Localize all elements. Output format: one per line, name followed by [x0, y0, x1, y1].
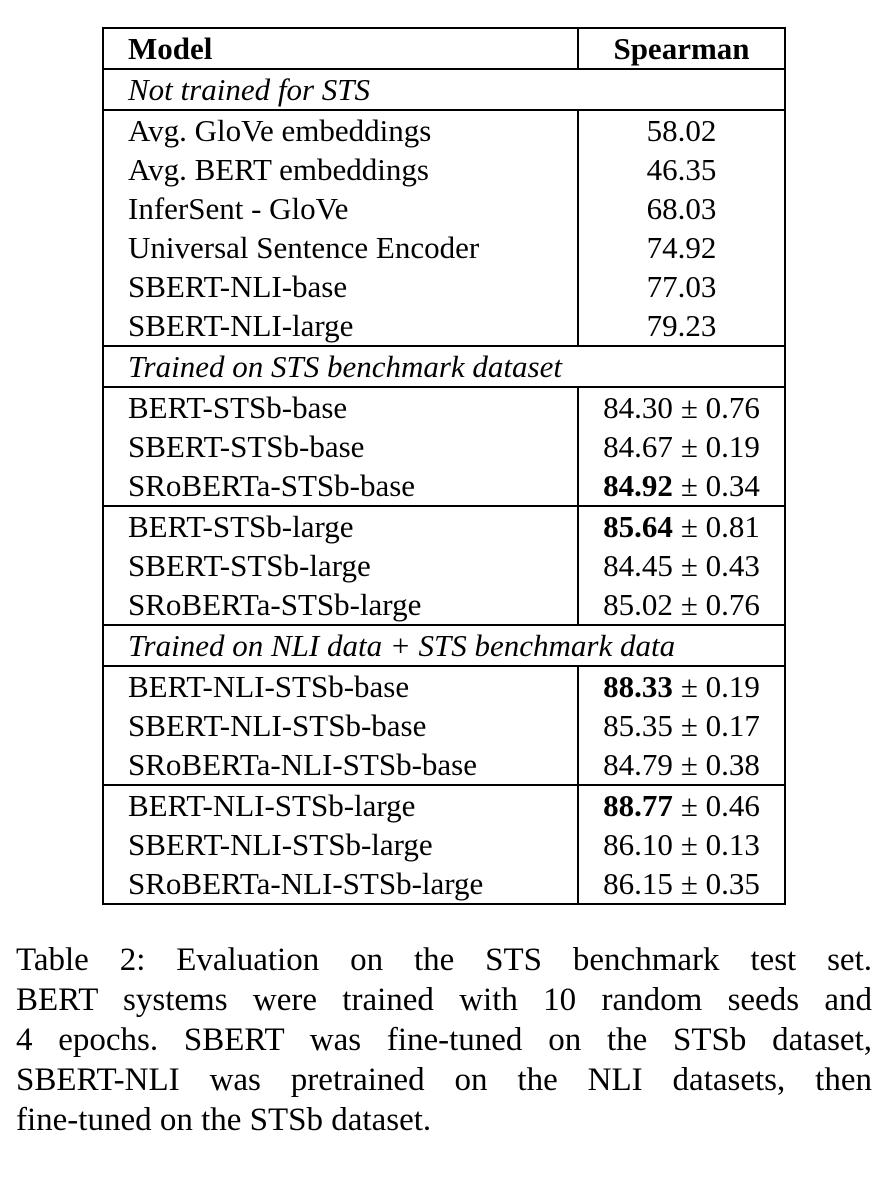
table-row	[103, 189, 785, 228]
score-value: 84.45	[603, 548, 673, 583]
score-std-dev: ± 0.34	[680, 468, 760, 503]
table-row	[103, 745, 785, 785]
score-std-dev: ± 0.35	[680, 866, 760, 901]
score-value: 84.30	[603, 390, 673, 425]
score-value: 79.23	[646, 308, 717, 343]
spearman-score-cell	[578, 825, 785, 864]
spearman-score-cell	[578, 150, 785, 189]
score-std-dev: ± 0.13	[680, 827, 760, 862]
table-row	[103, 306, 785, 346]
score-std-dev: ± 0.19	[680, 429, 760, 464]
spearman-score-cell	[578, 306, 785, 346]
score-value: 74.92	[646, 230, 717, 265]
score-value: 88.33	[603, 669, 673, 704]
spearman-score-cell	[578, 666, 785, 706]
model-name-cell: SRoBERTa-NLI-STSb-base	[103, 745, 578, 785]
score-value: 84.92	[603, 468, 673, 503]
spearman-score-cell	[578, 228, 785, 267]
score-value: 77.03	[646, 269, 717, 304]
score-std-dev: ± 0.76	[680, 587, 760, 622]
table-row	[103, 546, 785, 585]
spearman-score-cell	[578, 267, 785, 306]
spearman-score-cell	[578, 546, 785, 585]
table-row	[103, 267, 785, 306]
model-name-cell: SBERT-NLI-large	[103, 306, 578, 346]
model-name-cell: SBERT-NLI-STSb-base	[103, 706, 578, 745]
spearman-score-cell	[578, 189, 785, 228]
spearman-score-cell	[578, 706, 785, 745]
table-row	[103, 387, 785, 427]
score-value: 84.67	[603, 429, 673, 464]
spearman-score-cell	[578, 745, 785, 785]
score-std-dev: ± 0.19	[680, 669, 760, 704]
table-row	[103, 864, 785, 904]
model-name-cell: BERT-STSb-base	[103, 387, 578, 427]
model-name-cell: BERT-NLI-STSb-base	[103, 666, 578, 706]
model-name-cell: Universal Sentence Encoder	[103, 228, 578, 267]
spearman-score-cell	[578, 506, 785, 546]
model-name-cell: SRoBERTa-STSb-base	[103, 466, 578, 506]
model-name-cell: SBERT-STSb-base	[103, 427, 578, 466]
score-std-dev: ± 0.43	[680, 548, 760, 583]
spearman-score-cell	[578, 585, 785, 625]
spearman-score-cell	[578, 110, 785, 150]
table-row	[103, 110, 785, 150]
caption-line: Table 2: Evaluation on the STS benchmark test set.	[16, 942, 872, 978]
model-name-cell: BERT-STSb-large	[103, 506, 578, 546]
caption-line: SBERT-NLI was pretrained on the NLI datasets, then	[16, 1062, 872, 1098]
section-header-row	[103, 69, 785, 110]
caption-line: BERT systems were trained with 10 random seeds and	[16, 982, 872, 1018]
score-value: 58.02	[646, 113, 717, 148]
spearman-score-cell	[578, 864, 785, 904]
model-name-cell: Avg. GloVe embeddings	[103, 110, 578, 150]
score-value: 86.10	[603, 827, 673, 862]
table-header-row	[103, 28, 785, 69]
score-value: 86.15	[603, 866, 673, 901]
table-row	[103, 785, 785, 825]
section-title: Trained on STS benchmark dataset	[103, 346, 785, 387]
table-row	[103, 706, 785, 745]
score-value: 68.03	[646, 191, 717, 226]
score-value: 85.64	[603, 509, 673, 544]
table-row	[103, 585, 785, 625]
model-name-cell: SRoBERTa-STSb-large	[103, 585, 578, 625]
caption-line: fine-tuned on the STSb dataset.	[16, 1102, 432, 1138]
score-std-dev: ± 0.17	[680, 708, 760, 743]
section-title: Trained on NLI data + STS benchmark data	[103, 625, 785, 666]
results-table	[102, 27, 786, 905]
section-header-row	[103, 346, 785, 387]
spearman-score-cell	[578, 785, 785, 825]
model-name-cell: BERT-NLI-STSb-large	[103, 785, 578, 825]
table-caption	[16, 940, 872, 1140]
table-row	[103, 466, 785, 506]
score-value: 88.77	[603, 788, 673, 823]
score-std-dev: ± 0.81	[680, 509, 760, 544]
spearman-score-cell	[578, 387, 785, 427]
table-row	[103, 506, 785, 546]
column-header-spearman: Spearman	[578, 28, 785, 69]
score-value: 85.02	[603, 587, 673, 622]
score-value: 85.35	[603, 708, 673, 743]
spearman-score-cell	[578, 466, 785, 506]
model-name-cell: SBERT-NLI-STSb-large	[103, 825, 578, 864]
table-row	[103, 666, 785, 706]
score-std-dev: ± 0.46	[680, 788, 760, 823]
column-header-model: Model	[103, 28, 578, 69]
table-row	[103, 150, 785, 189]
caption-line: 4 epochs. SBERT was fine-tuned on the STSb dataset,	[16, 1022, 872, 1058]
section-title: Not trained for STS	[103, 69, 785, 110]
model-name-cell: SBERT-NLI-base	[103, 267, 578, 306]
section-header-row	[103, 625, 785, 666]
score-value: 46.35	[646, 152, 717, 187]
model-name-cell: Avg. BERT embeddings	[103, 150, 578, 189]
table-body	[103, 69, 785, 904]
model-name-cell: SBERT-STSb-large	[103, 546, 578, 585]
score-std-dev: ± 0.38	[680, 747, 760, 782]
model-name-cell: InferSent - GloVe	[103, 189, 578, 228]
table-row	[103, 228, 785, 267]
table-row	[103, 825, 785, 864]
table-row	[103, 427, 785, 466]
model-name-cell: SRoBERTa-NLI-STSb-large	[103, 864, 578, 904]
score-std-dev: ± 0.76	[680, 390, 760, 425]
spearman-score-cell	[578, 427, 785, 466]
score-value: 84.79	[603, 747, 673, 782]
